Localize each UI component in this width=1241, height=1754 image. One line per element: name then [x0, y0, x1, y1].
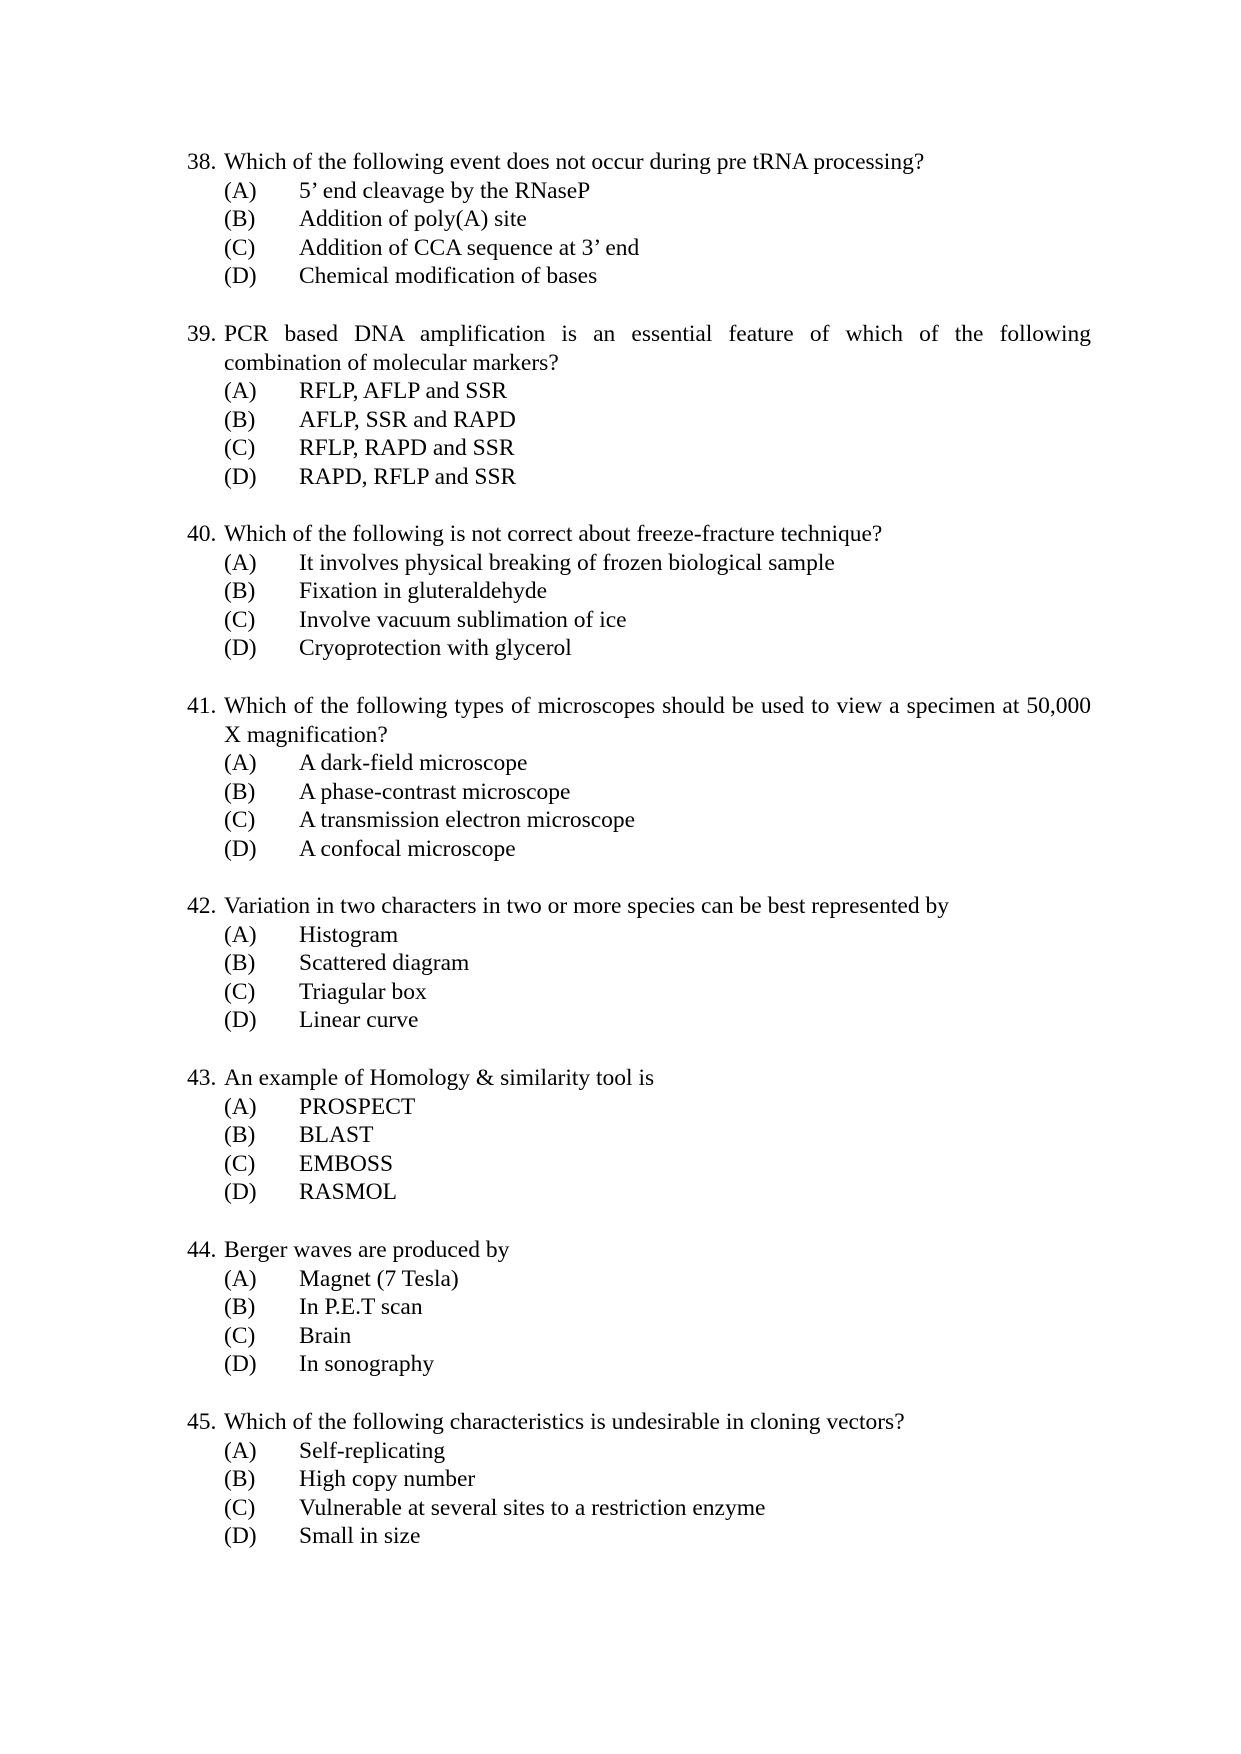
option-text: In P.E.T scan: [299, 1294, 423, 1321]
option-letter: (B): [224, 206, 256, 233]
option-d: [187, 835, 1091, 864]
question-stem: [187, 148, 1091, 177]
option-letter: (D): [224, 635, 257, 662]
option-text: In sonography: [299, 1351, 435, 1378]
question-42: [187, 892, 1091, 1035]
option-letter: (D): [224, 1007, 257, 1034]
option-d: [187, 1178, 1091, 1207]
option-letter: (D): [224, 1351, 257, 1378]
option-letter: (A): [224, 1093, 257, 1120]
option-c: [187, 978, 1091, 1007]
question-number: 39.: [187, 321, 217, 347]
option-list: [187, 749, 1091, 863]
option-letter: (C): [224, 1494, 256, 1521]
option-list: [187, 177, 1091, 291]
question-stem: [187, 692, 1091, 749]
option-list: [187, 1437, 1091, 1551]
option-text: Involve vacuum sublimation of ice: [299, 606, 627, 633]
option-c: [187, 606, 1091, 635]
option-letter: (A): [224, 177, 257, 204]
question-43: [187, 1064, 1091, 1207]
option-text: A transmission electron microscope: [299, 807, 636, 834]
option-letter: (C): [224, 435, 256, 462]
option-b: [187, 778, 1091, 807]
option-text: PROSPECT: [299, 1093, 416, 1120]
option-letter: (C): [224, 807, 256, 834]
option-list: [187, 921, 1091, 1035]
option-text: Vulnerable at several sites to a restriction enzyme: [299, 1494, 766, 1521]
option-text: Addition of CCA sequence at 3’ end: [299, 234, 640, 261]
option-c: [187, 234, 1091, 263]
question-45: [187, 1408, 1091, 1551]
question-stem: [187, 892, 1091, 921]
option-text: RFLP, RAPD and SSR: [299, 435, 515, 462]
option-text: Self-replicating: [299, 1437, 446, 1464]
option-letter: (B): [224, 578, 256, 605]
option-letter: (B): [224, 1122, 256, 1149]
option-text: It involves physical breaking of frozen biological sample: [299, 549, 835, 576]
option-c: [187, 1494, 1091, 1523]
option-letter: (D): [224, 263, 257, 290]
option-a: [187, 921, 1091, 950]
option-letter: (C): [224, 234, 256, 261]
question-number: 41.: [187, 693, 217, 719]
option-a: [187, 1437, 1091, 1466]
option-text: A phase-contrast microscope: [299, 778, 571, 805]
option-c: [187, 806, 1091, 835]
option-text: Brain: [299, 1322, 352, 1349]
option-text: Histogram: [299, 921, 399, 948]
option-text: EMBOSS: [299, 1150, 394, 1177]
option-letter: (A): [224, 378, 257, 405]
question-stem: [187, 1064, 1091, 1093]
question-stem: [187, 320, 1091, 377]
option-text: RFLP, AFLP and SSR: [299, 378, 508, 405]
option-letter: (B): [224, 778, 256, 805]
option-text: BLAST: [299, 1122, 374, 1149]
option-b: [187, 1465, 1091, 1494]
question-stem: [187, 1408, 1091, 1437]
option-b: [187, 1121, 1091, 1150]
option-c: [187, 434, 1091, 463]
option-a: [187, 1093, 1091, 1122]
option-letter: (C): [224, 1150, 256, 1177]
option-c: [187, 1150, 1091, 1179]
option-a: [187, 549, 1091, 578]
option-b: [187, 577, 1091, 606]
option-letter: (B): [224, 1294, 256, 1321]
option-letter: (C): [224, 978, 256, 1005]
option-text: Linear curve: [299, 1007, 419, 1034]
option-letter: (D): [224, 835, 257, 862]
option-letter: (A): [224, 750, 257, 777]
option-list: [187, 1265, 1091, 1379]
question-stem: [187, 1236, 1091, 1265]
question-text: Variation in two characters in two or more species can be best represented by: [224, 893, 949, 919]
question-44: [187, 1236, 1091, 1379]
option-text: AFLP, SSR and RAPD: [299, 406, 516, 433]
option-d: [187, 634, 1091, 663]
option-letter: (B): [224, 406, 256, 433]
option-letter: (D): [224, 1523, 257, 1550]
option-list: [187, 549, 1091, 663]
option-text: Triagular box: [299, 978, 427, 1005]
option-d: [187, 262, 1091, 291]
option-b: [187, 406, 1091, 435]
option-letter: (A): [224, 1437, 257, 1464]
option-a: [187, 177, 1091, 206]
option-letter: (C): [224, 606, 256, 633]
option-a: [187, 749, 1091, 778]
option-text: Scattered diagram: [299, 950, 470, 977]
question-40: [187, 520, 1091, 663]
question-text: Which of the following types of microscopes should be used to view a specimen at 50,000 X magnification?: [224, 693, 1091, 748]
option-letter: (D): [224, 1179, 257, 1206]
question-number: 45.: [187, 1409, 217, 1435]
option-letter: (D): [224, 463, 257, 490]
option-text: Small in size: [299, 1523, 421, 1550]
question-41: [187, 692, 1091, 864]
option-d: [187, 1006, 1091, 1035]
option-text: Fixation in gluteraldehyde: [299, 578, 548, 605]
question-text: Which of the following characteristics is undesirable in cloning vectors?: [224, 1409, 905, 1435]
question-number: 38.: [187, 149, 217, 175]
question-number: 40.: [187, 521, 217, 547]
option-letter: (A): [224, 1265, 257, 1292]
option-letter: (A): [224, 921, 257, 948]
option-letter: (B): [224, 950, 256, 977]
option-text: RASMOL: [299, 1179, 397, 1206]
option-letter: (C): [224, 1322, 256, 1349]
option-d: [187, 1350, 1091, 1379]
option-d: [187, 463, 1091, 492]
option-b: [187, 949, 1091, 978]
question-text: Which of the following is not correct about freeze-fracture technique?: [224, 521, 883, 547]
question-text: PCR based DNA amplification is an essential feature of which of the following combination of molecular markers?: [224, 321, 1091, 376]
option-text: RAPD, RFLP and SSR: [299, 463, 517, 490]
question-text: Which of the following event does not occur during pre tRNA processing?: [224, 149, 925, 175]
question-39: [187, 320, 1091, 492]
option-text: Cryoprotection with glycerol: [299, 635, 572, 662]
question-number: 43.: [187, 1065, 217, 1091]
option-list: [187, 1093, 1091, 1207]
question-text: An example of Homology & similarity tool is: [224, 1065, 655, 1091]
option-d: [187, 1522, 1091, 1551]
option-letter: (B): [224, 1466, 256, 1493]
option-text: A dark-field microscope: [299, 750, 528, 777]
question-number: 42.: [187, 893, 217, 919]
question-text: Berger waves are produced by: [224, 1237, 510, 1263]
option-text: Chemical modification of bases: [299, 263, 598, 290]
option-text: A confocal microscope: [299, 835, 516, 862]
option-text: Magnet (7 Tesla): [299, 1265, 459, 1292]
option-text: High copy number: [299, 1466, 476, 1493]
option-a: [187, 377, 1091, 406]
option-b: [187, 1293, 1091, 1322]
question-stem: [187, 520, 1091, 549]
option-c: [187, 1322, 1091, 1351]
question-number: 44.: [187, 1237, 217, 1263]
option-list: [187, 377, 1091, 491]
option-text: Addition of poly(A) site: [299, 206, 527, 233]
option-letter: (A): [224, 549, 257, 576]
option-b: [187, 205, 1091, 234]
option-a: [187, 1265, 1091, 1294]
question-38: [187, 148, 1091, 291]
option-text: 5’ end cleavage by the RNaseP: [299, 177, 591, 204]
